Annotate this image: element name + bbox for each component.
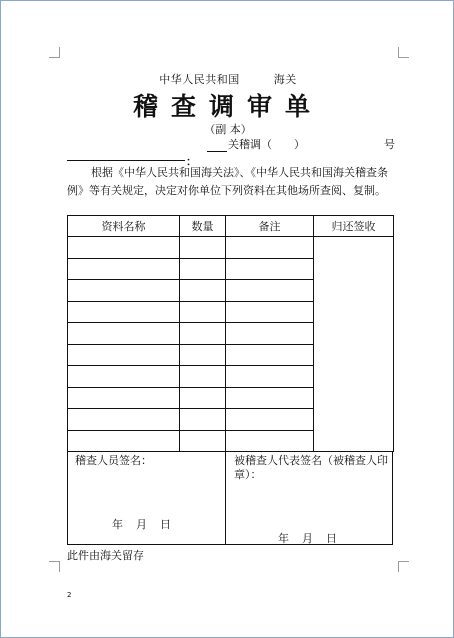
quantity-cell[interactable] — [180, 430, 226, 452]
quantity-cell[interactable] — [180, 280, 226, 302]
column-header-quantity: 数量 — [180, 216, 226, 237]
quantity-cell[interactable] — [180, 366, 226, 388]
quantity-cell[interactable] — [180, 344, 226, 366]
material-name-cell[interactable] — [68, 344, 180, 366]
material-name-cell[interactable] — [68, 258, 180, 280]
customs-label: 海关 — [273, 73, 297, 86]
quantity-cell[interactable] — [180, 387, 226, 409]
remarks-cell[interactable] — [226, 344, 314, 366]
inspector-signature-box[interactable] — [67, 451, 226, 545]
margin-mark-top-right — [398, 47, 409, 58]
table-header-row — [68, 216, 394, 237]
remarks-cell[interactable] — [226, 387, 314, 409]
country-name: 中华人民共和国 — [159, 73, 240, 86]
inspector-signature-label: 稽查人员签名： — [75, 454, 152, 467]
material-name-cell[interactable] — [68, 409, 180, 431]
representative-signature-label: 被稽查人代表签名（被稽查人印章）： — [234, 454, 388, 481]
doc-number-blank — [207, 141, 227, 152]
material-name-cell[interactable] — [68, 366, 180, 388]
remarks-cell[interactable] — [226, 301, 314, 323]
quantity-cell[interactable] — [180, 301, 226, 323]
remarks-cell[interactable] — [226, 258, 314, 280]
document-number — [207, 136, 305, 152]
document-title: 稽查调审单 — [132, 92, 323, 121]
materials-table — [67, 215, 394, 452]
table-row — [68, 237, 394, 259]
material-name-cell[interactable] — [68, 280, 180, 302]
issuing-authority — [1, 71, 454, 87]
material-name-cell[interactable] — [68, 323, 180, 345]
representative-signature-box[interactable] — [225, 451, 393, 545]
column-header-return-receipt: 归还签收 — [314, 216, 394, 237]
remarks-cell[interactable] — [226, 323, 314, 345]
remarks-cell[interactable] — [226, 237, 314, 259]
page-number: 2 — [67, 591, 72, 599]
material-name-cell[interactable] — [68, 301, 180, 323]
material-name-cell[interactable] — [68, 387, 180, 409]
notice-paragraph: 根据《中华人民共和国海关法》、《中华人民共和国海关稽查条例》等有关规定，决定对你单位下列资料在其他场所查阅、复制。 — [67, 166, 388, 197]
quantity-cell[interactable] — [180, 258, 226, 280]
material-name-cell[interactable] — [68, 237, 180, 259]
return-receipt-cell[interactable] — [314, 237, 394, 452]
representative-signature-date: 年 月 日 — [278, 532, 338, 545]
remarks-cell[interactable] — [226, 409, 314, 431]
remarks-cell[interactable] — [226, 430, 314, 452]
column-header-remarks: 备注 — [226, 216, 314, 237]
margin-mark-bottom-right — [398, 561, 409, 572]
addressee-colon: ： — [186, 155, 197, 168]
doc-number-suffix: 号 — [384, 138, 395, 151]
remarks-cell[interactable] — [226, 366, 314, 388]
addressee-blank-line — [67, 160, 185, 161]
doc-number-prefix: 关稽调（ ） — [228, 138, 305, 151]
quantity-cell[interactable] — [180, 237, 226, 259]
inspector-signature-date: 年 月 日 — [112, 518, 172, 531]
quantity-cell[interactable] — [180, 323, 226, 345]
material-name-cell[interactable] — [68, 430, 180, 452]
margin-mark-top-left — [49, 47, 60, 58]
quantity-cell[interactable] — [180, 409, 226, 431]
retention-note: 此件由海关留存 — [67, 549, 144, 562]
remarks-cell[interactable] — [226, 280, 314, 302]
margin-mark-bottom-left — [49, 561, 60, 572]
column-header-material-name: 资料名称 — [68, 216, 180, 237]
copy-label: （副 本） — [204, 123, 252, 136]
